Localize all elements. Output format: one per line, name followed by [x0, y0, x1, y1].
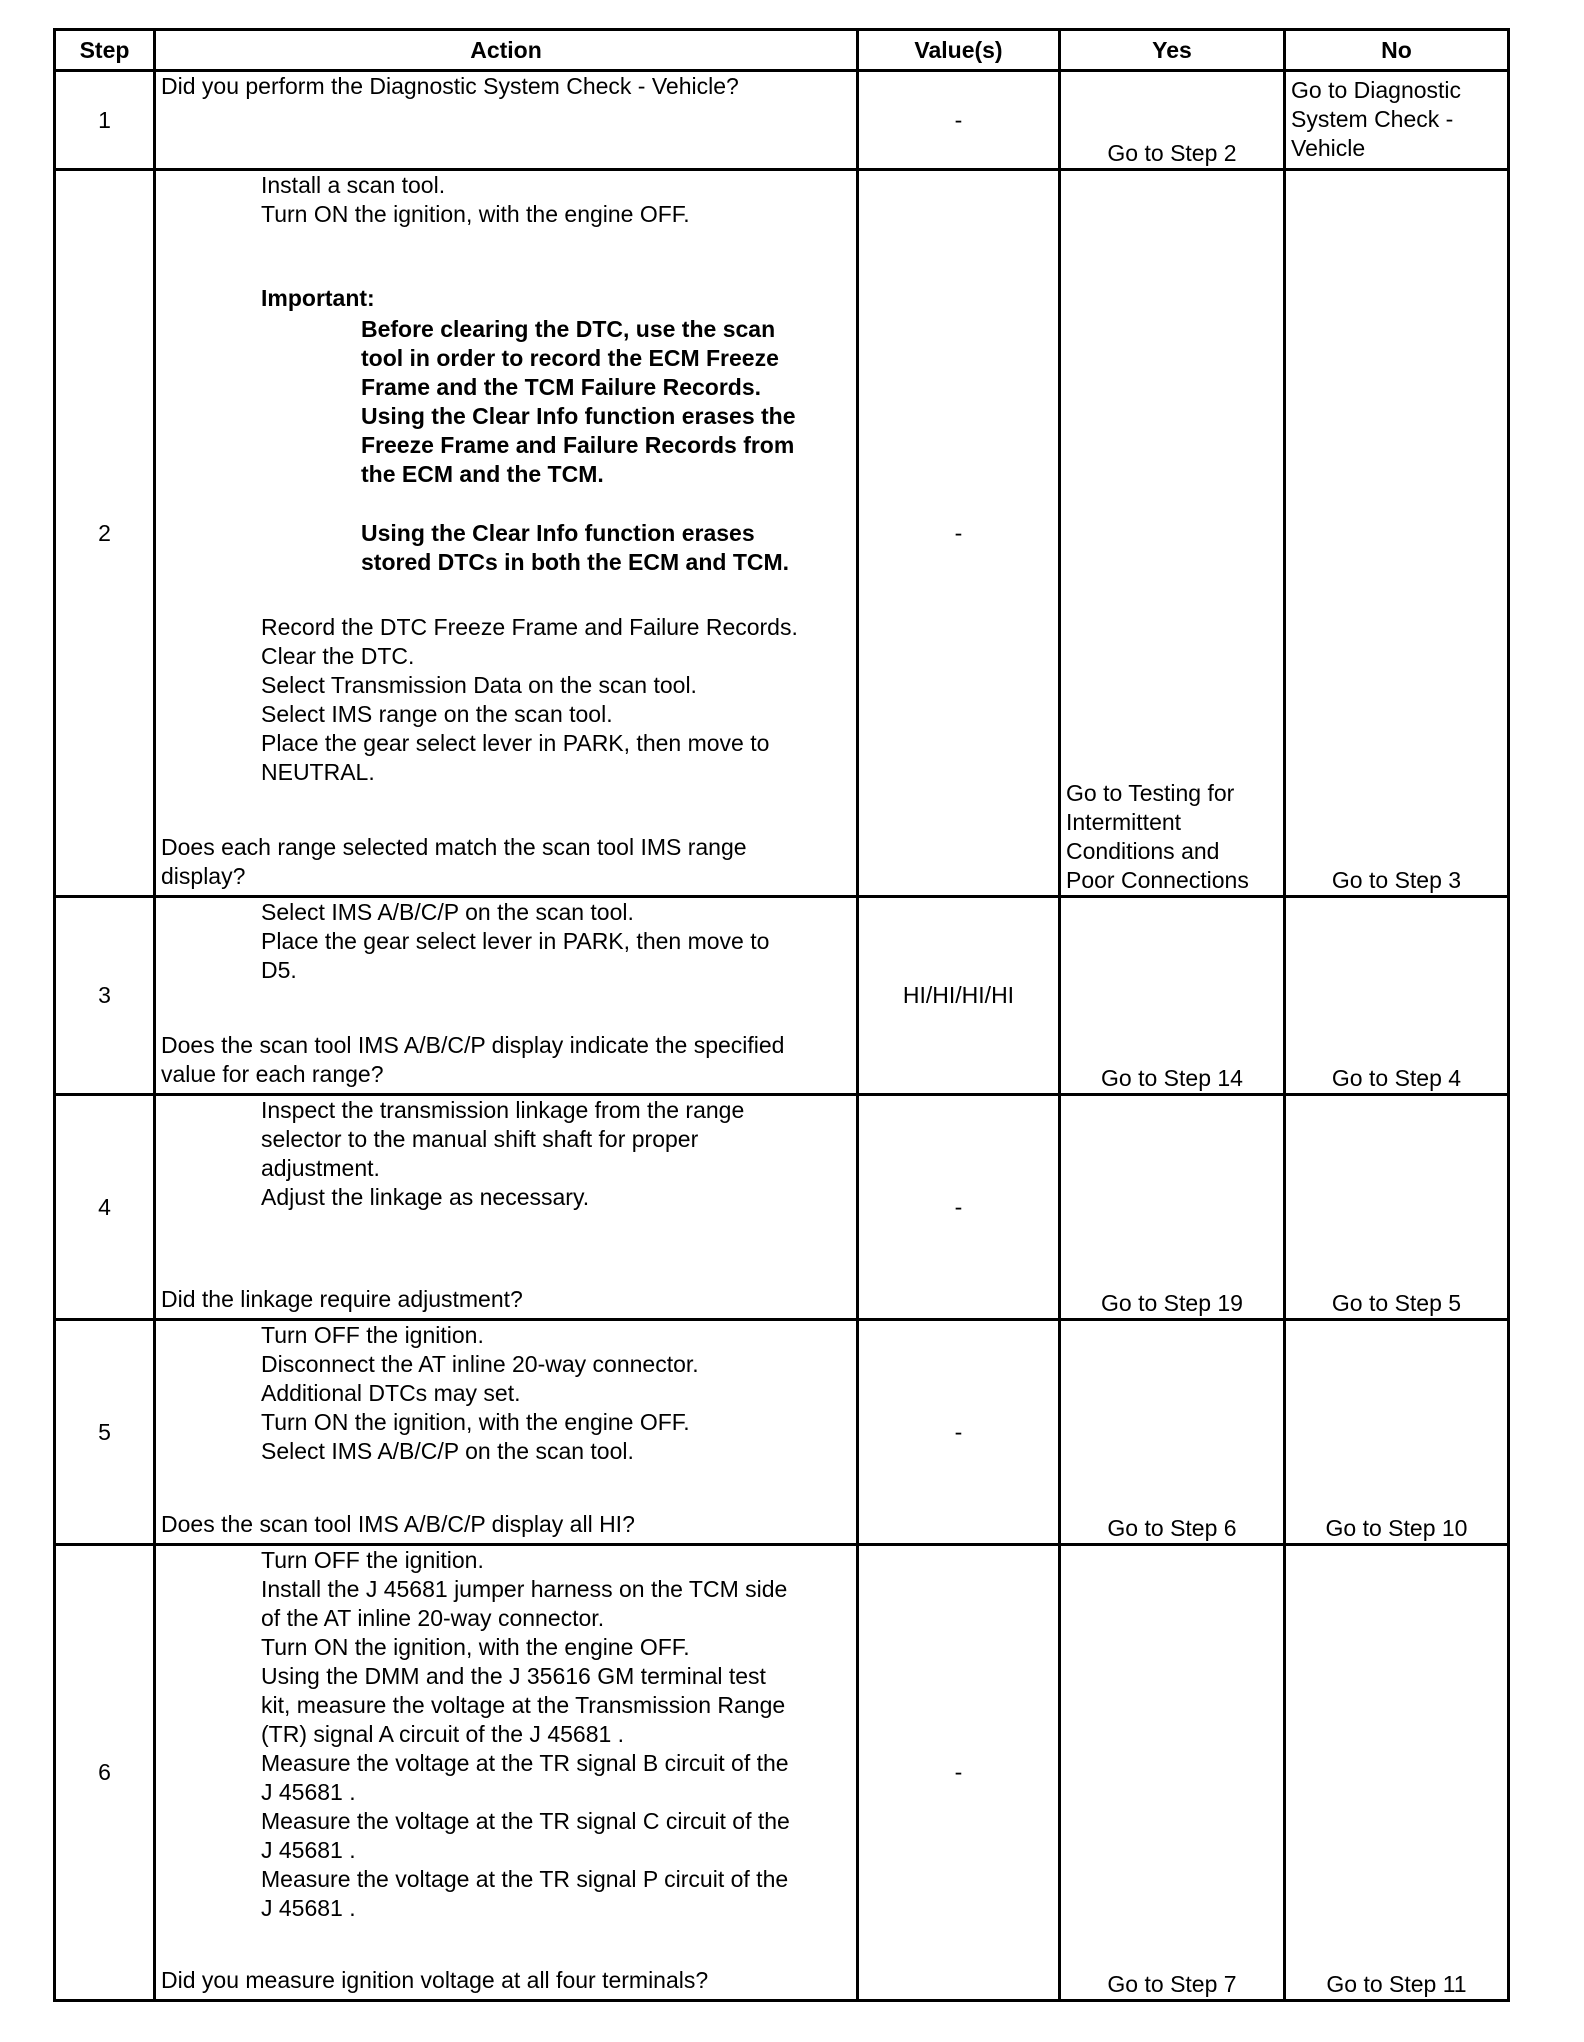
- action-line: Turn ON the ignition, with the engine OFF.: [261, 1409, 690, 1435]
- no-line: System Check -: [1291, 106, 1454, 132]
- action-line: Turn ON the ignition, with the engine OFF.: [261, 1634, 690, 1660]
- action-line: NEUTRAL.: [261, 759, 375, 785]
- yes-cell: Go to Step 19: [1060, 1095, 1285, 1320]
- question-line: Does the scan tool IMS A/B/C/P display all HI?: [161, 1511, 635, 1537]
- action-list: [161, 1546, 851, 1923]
- important-line: Using the Clear Info function erases: [361, 520, 755, 546]
- header-step: Step: [55, 30, 155, 71]
- yes-line: Go to Testing for: [1066, 780, 1235, 806]
- action-line: kit, measure the voltage at the Transmission Range: [261, 1692, 786, 1718]
- action-line: Measure the voltage at the TR signal B circuit of the: [261, 1750, 789, 1776]
- action-line: selector to the manual shift shaft for proper: [261, 1126, 699, 1152]
- action-line: of the AT inline 20-way connector.: [261, 1605, 605, 1631]
- action-line: Measure the voltage at the TR signal C circuit of the: [261, 1808, 790, 1834]
- no-cell: Go to Step 5: [1285, 1095, 1509, 1320]
- important-text-2: [261, 519, 851, 577]
- important-line: Freeze Frame and Failure Records from: [361, 432, 795, 458]
- no-cell: Go to Step 4: [1285, 897, 1509, 1095]
- question-line: display?: [161, 863, 246, 889]
- yes-cell: Go to Step 14: [1060, 897, 1285, 1095]
- question-line: value for each range?: [161, 1061, 384, 1087]
- action-list: [161, 171, 851, 229]
- action-line: Select IMS A/B/C/P on the scan tool.: [261, 899, 634, 925]
- no-cell: Go to Step 10: [1285, 1320, 1509, 1545]
- step-number: 4: [55, 1095, 155, 1320]
- action-list: [161, 1321, 851, 1466]
- no-cell: Go to Step 3: [1285, 170, 1509, 897]
- value-cell: HI/HI/HI/HI: [858, 897, 1060, 1095]
- action-line: Disconnect the AT inline 20-way connector.: [261, 1351, 699, 1377]
- question-line: Does each range selected match the scan tool IMS range: [161, 834, 747, 860]
- table-row: [55, 170, 1509, 897]
- yes-cell: Go to Step 2: [1060, 71, 1285, 170]
- action-cell: [155, 170, 858, 897]
- important-note: [161, 284, 851, 577]
- action-line: (TR) signal A circuit of the J 45681 .: [261, 1721, 625, 1747]
- no-cell: Go to Step 11: [1285, 1545, 1509, 2001]
- table-row: [55, 71, 1509, 170]
- question-line: Did you measure ignition voltage at all four terminals?: [161, 1967, 709, 1993]
- action-line: Inspect the transmission linkage from the range: [261, 1097, 745, 1123]
- header-values: Value(s): [858, 30, 1060, 71]
- action-line: Turn ON the ignition, with the engine OFF.: [261, 201, 690, 227]
- diagnostic-table: [53, 28, 1510, 2002]
- step-number: 2: [55, 170, 155, 897]
- yes-cell: Go to Step 6: [1060, 1320, 1285, 1545]
- action-line: J 45681 .: [261, 1895, 356, 1921]
- header-no: No: [1285, 30, 1509, 71]
- important-line: Before clearing the DTC, use the scan: [361, 316, 776, 342]
- important-line: Using the Clear Info function erases the: [361, 403, 796, 429]
- question-line: Did the linkage require adjustment?: [161, 1286, 523, 1312]
- step-number: 1: [55, 71, 155, 170]
- action-line: D5.: [261, 957, 297, 983]
- action-line: Turn OFF the ignition.: [261, 1547, 484, 1573]
- value-cell: -: [858, 170, 1060, 897]
- question-text: [161, 1285, 851, 1314]
- action-line: Adjust the linkage as necessary.: [261, 1184, 590, 1210]
- value-cell: -: [858, 1545, 1060, 2001]
- action-line: Measure the voltage at the TR signal P circuit of the: [261, 1866, 789, 1892]
- important-line: Frame and the TCM Failure Records.: [361, 374, 762, 400]
- question-text: [161, 1966, 851, 1995]
- action-line: Additional DTCs may set.: [261, 1380, 521, 1406]
- header-yes: Yes: [1060, 30, 1285, 71]
- important-label: Important:: [261, 285, 375, 311]
- action-cell: [155, 1095, 858, 1320]
- header-row: [55, 30, 1509, 71]
- table-row: [55, 1095, 1509, 1320]
- action-line: Select Transmission Data on the scan tool.: [261, 672, 697, 698]
- action-list: [161, 613, 851, 787]
- question-line: Does the scan tool IMS A/B/C/P display indicate the specified: [161, 1032, 785, 1058]
- action-cell: [155, 897, 858, 1095]
- important-line: the ECM and the TCM.: [361, 461, 604, 487]
- value-cell: -: [858, 1320, 1060, 1545]
- header-action: Action: [155, 30, 858, 71]
- action-line: Record the DTC Freeze Frame and Failure Records.: [261, 614, 798, 640]
- value-cell: -: [858, 1095, 1060, 1320]
- yes-line: Conditions and: [1066, 838, 1220, 864]
- question-text: [161, 1031, 851, 1089]
- action-line: J 45681 .: [261, 1779, 356, 1805]
- important-line: tool in order to record the ECM Freeze: [361, 345, 779, 371]
- important-line: stored DTCs in both the ECM and TCM.: [361, 549, 790, 575]
- action-line: Clear the DTC.: [261, 643, 415, 669]
- action-list: [161, 1096, 851, 1212]
- no-line: Vehicle: [1291, 135, 1366, 161]
- step-number: 6: [55, 1545, 155, 2001]
- action-line: Turn OFF the ignition.: [261, 1322, 484, 1348]
- action-line: Install a scan tool.: [261, 172, 446, 198]
- action-line: Place the gear select lever in PARK, then move to: [261, 928, 770, 954]
- yes-cell: [1060, 170, 1285, 897]
- table-row: [55, 1320, 1509, 1545]
- action-list: [161, 898, 851, 985]
- step-number: 3: [55, 897, 155, 1095]
- question-text: Did you perform the Diagnostic System Check - Vehicle?: [161, 73, 739, 99]
- action-line: adjustment.: [261, 1155, 380, 1181]
- table-row: [55, 1545, 1509, 2001]
- action-line: J 45681 .: [261, 1837, 356, 1863]
- action-cell: [155, 71, 858, 170]
- yes-line: Intermittent: [1066, 809, 1182, 835]
- action-cell: [155, 1320, 858, 1545]
- no-cell: [1285, 71, 1509, 170]
- action-cell: [155, 1545, 858, 2001]
- action-line: Install the J 45681 jumper harness on the TCM side: [261, 1576, 788, 1602]
- action-line: Select IMS range on the scan tool.: [261, 701, 613, 727]
- action-line: Place the gear select lever in PARK, then move to: [261, 730, 770, 756]
- question-text: [161, 1510, 851, 1539]
- question-text: [161, 833, 851, 891]
- yes-line: Poor Connections: [1066, 867, 1249, 893]
- no-line: Go to Diagnostic: [1291, 77, 1462, 103]
- value-cell: -: [858, 71, 1060, 170]
- step-number: 5: [55, 1320, 155, 1545]
- action-line: Using the DMM and the J 35616 GM terminal test: [261, 1663, 766, 1689]
- table-row: [55, 897, 1509, 1095]
- important-text: [261, 315, 851, 489]
- action-line: Select IMS A/B/C/P on the scan tool.: [261, 1438, 634, 1464]
- yes-cell: Go to Step 7: [1060, 1545, 1285, 2001]
